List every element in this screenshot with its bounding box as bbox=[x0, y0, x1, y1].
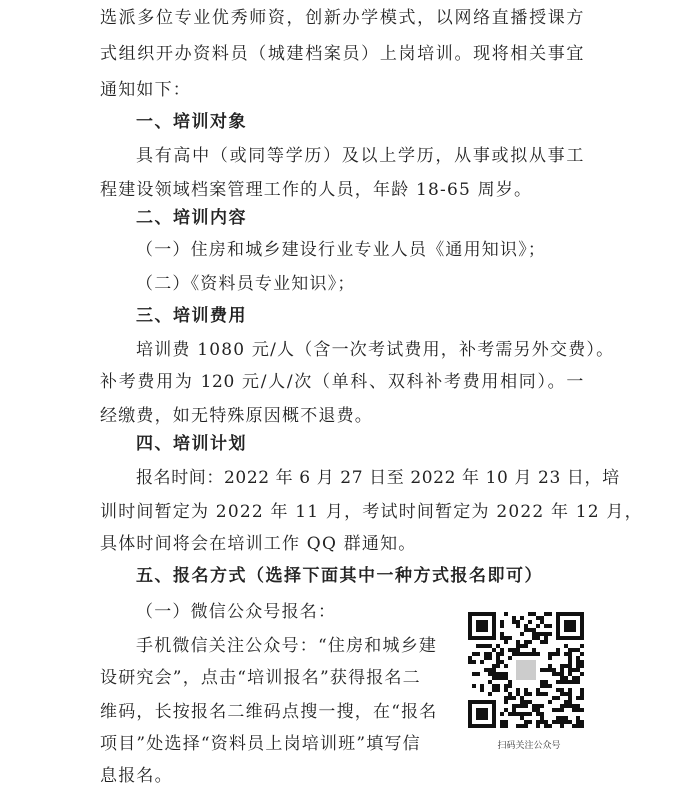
section-4-line-3: 具体时间将会在培训工作 QQ 群通知。 bbox=[100, 534, 417, 554]
section-4-line-1: 报名时间：2022 年 6 月 27 日至 2022 年 10 月 23 日，培 bbox=[136, 468, 620, 488]
section-5-line-1: 手机微信关注公众号：“住房和城乡建 bbox=[136, 636, 438, 656]
section-2-item-2: （二）《资料员专业知识》； bbox=[136, 274, 356, 294]
section-1-line-1: 具有高中（或同等学历）及以上学历，从事或拟从事工 bbox=[136, 146, 584, 166]
section-3-line-3: 经缴费，如无特殊原因概不退费。 bbox=[100, 406, 373, 426]
intro-line-3: 通知如下： bbox=[100, 80, 191, 100]
section-3-heading: 三、培训费用 bbox=[136, 306, 247, 326]
intro-line-2: 式组织开办资料员（城建档案员）上岗培训。现将相关事宜 bbox=[100, 44, 584, 64]
section-5-heading: 五、报名方式（选择下面其中一种方式报名即可） bbox=[136, 566, 543, 586]
intro-line-1: 选派多位专业优秀师资，创新办学模式，以网络直播授课方 bbox=[100, 8, 584, 28]
section-5-line-2: 设研究会”，点击“培训报名”获得报名二 bbox=[100, 668, 421, 688]
section-2-heading: 二、培训内容 bbox=[136, 208, 247, 228]
section-2-item-1: （一）住房和城乡建设行业专业人员《通用知识》； bbox=[136, 240, 547, 260]
qr-code-icon[interactable] bbox=[468, 612, 584, 728]
section-5-line-3: 维码，长按报名二维码点搜一搜，在“报名 bbox=[100, 702, 438, 722]
section-5-line-4: 项目”处选择“资料员上岗培训班”填写信 bbox=[100, 734, 421, 754]
section-3-line-2: 补考费用为 120 元/人/次（单科、双科补考费用相同）。一 bbox=[100, 372, 584, 392]
section-5-sub-1: （一）微信公众号报名： bbox=[136, 602, 337, 622]
qr-block bbox=[468, 612, 590, 751]
qr-caption: 扫码关注公众号 bbox=[497, 741, 561, 751]
section-1-line-2: 程建设领域档案管理工作的人员，年龄 18-65 周岁。 bbox=[100, 180, 533, 200]
section-5-line-5: 息报名。 bbox=[100, 766, 173, 786]
section-4-line-2: 训时间暂定为 2022 年 11 月，考试时间暂定为 2022 年 12 月， bbox=[100, 502, 643, 522]
section-4-heading: 四、培训计划 bbox=[136, 434, 247, 454]
section-3-line-1: 培训费 1080 元/人（含一次考试费用，补考需另外交费）。 bbox=[136, 340, 615, 360]
section-1-heading: 一、培训对象 bbox=[136, 112, 247, 132]
